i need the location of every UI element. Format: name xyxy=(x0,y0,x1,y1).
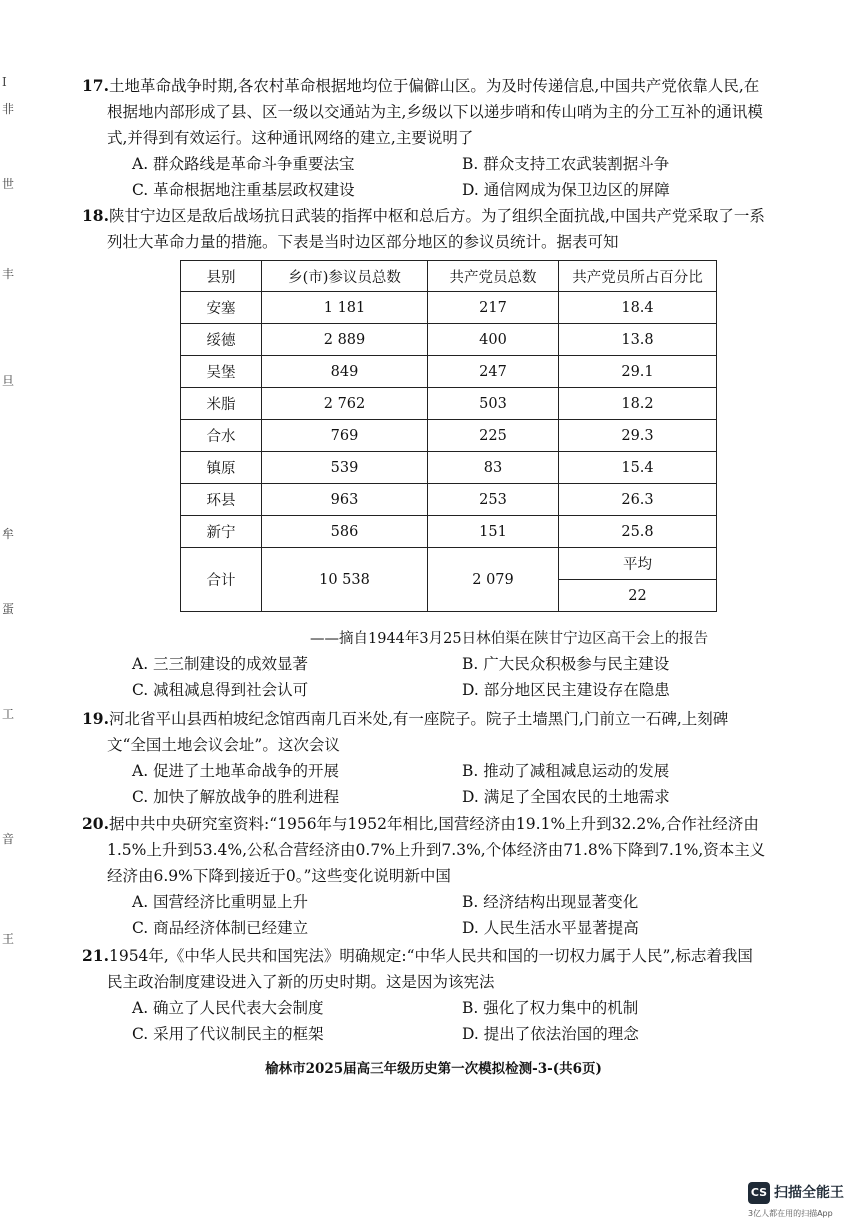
cell-party: 225 xyxy=(428,420,559,452)
cell-party: 247 xyxy=(428,356,559,388)
question-17 xyxy=(82,73,767,203)
cell-percent: 29.3 xyxy=(559,420,717,452)
table-row xyxy=(181,516,717,548)
table-row xyxy=(181,292,717,324)
cell-county: 绥德 xyxy=(181,324,262,356)
cell-party: 400 xyxy=(428,324,559,356)
cell-party: 83 xyxy=(428,452,559,484)
option-a[interactable]: A. 群众路线是革命斗争重要法宝 xyxy=(132,155,355,173)
option-c[interactable]: C. 加快了解放战争的胜利进程 xyxy=(132,788,340,806)
option-b[interactable]: B. 广大民众积极参与民主建设 xyxy=(462,655,670,673)
margin-mark: 蛋 xyxy=(2,602,15,616)
question-number: 21. xyxy=(82,946,109,965)
option-d[interactable]: D. 满足了全国农民的土地需求 xyxy=(462,788,670,806)
question-stem: 1954年,《中华人民共和国宪法》明确规定:“中华人民共和国的一切权力属于人民”,标志着我国民主政治制度建设进入了新的历史时期。这是因为该宪法 xyxy=(107,947,753,991)
option-b[interactable]: B. 经济结构出现显著变化 xyxy=(462,893,639,911)
margin-mark: 旦 xyxy=(2,374,15,388)
total-label: 合计 xyxy=(181,548,262,612)
question-stem: 河北省平山县西柏坡纪念馆西南几百米处,有一座院子。院子土墙黑门,门前立一石碑,上刻碑文“全国土地会议会址”。这次会议 xyxy=(107,710,729,754)
header-party-members: 共产党员总数 xyxy=(428,261,559,292)
header-county: 县别 xyxy=(181,261,262,292)
cell-party: 217 xyxy=(428,292,559,324)
cell-senators: 2 762 xyxy=(262,388,428,420)
cell-percent: 18.2 xyxy=(559,388,717,420)
cell-percent: 29.1 xyxy=(559,356,717,388)
margin-mark: 世 xyxy=(2,177,15,191)
cell-county: 新宁 xyxy=(181,516,262,548)
question-18 xyxy=(82,203,767,255)
cs-logo-icon: CS xyxy=(748,1182,770,1204)
question-number: 20. xyxy=(82,814,109,833)
cell-percent: 25.8 xyxy=(559,516,717,548)
cell-senators: 963 xyxy=(262,484,428,516)
cell-party: 253 xyxy=(428,484,559,516)
table-row xyxy=(181,484,717,516)
table-row xyxy=(181,388,717,420)
margin-mark: 丰 xyxy=(2,267,15,281)
cell-county: 合水 xyxy=(181,420,262,452)
question-number: 18. xyxy=(82,206,109,225)
options xyxy=(132,758,767,810)
table-header-row xyxy=(181,261,717,292)
margin-mark: 非 xyxy=(2,102,15,116)
option-b[interactable]: B. 推动了减租减息运动的发展 xyxy=(462,762,670,780)
page-footer: 榆林市2025届高三年级历史第一次模拟检测-3-(共6页) xyxy=(265,1061,602,1077)
question-20 xyxy=(82,811,767,941)
options xyxy=(132,151,767,203)
option-a[interactable]: A. 国营经济比重明显上升 xyxy=(132,893,309,911)
cell-senators: 539 xyxy=(262,452,428,484)
option-a[interactable]: A. 三三制建设的成效显著 xyxy=(132,655,309,673)
table-row xyxy=(181,420,717,452)
header-percentage: 共产党员所占百分比 xyxy=(559,261,717,292)
cell-percent: 15.4 xyxy=(559,452,717,484)
option-a[interactable]: A. 确立了人民代表大会制度 xyxy=(132,999,324,1017)
question-stem: 陕甘宁边区是敌后战场抗日武装的指挥中枢和总后方。为了组织全面抗战,中国共产党采取了一系列壮大革命力量的措施。下表是当时边区部分地区的参议员统计。据表可知 xyxy=(107,207,765,251)
option-d[interactable]: D. 通信网成为保卫边区的屏障 xyxy=(462,181,670,199)
cell-senators: 586 xyxy=(262,516,428,548)
cell-county: 环县 xyxy=(181,484,262,516)
option-c[interactable]: C. 减租减息得到社会认可 xyxy=(132,681,309,699)
cell-county: 吴堡 xyxy=(181,356,262,388)
table-total-row xyxy=(181,548,717,580)
cell-party: 151 xyxy=(428,516,559,548)
option-d[interactable]: D. 部分地区民主建设存在隐患 xyxy=(462,681,670,699)
total-senators: 10 538 xyxy=(262,548,428,612)
margin-mark: I xyxy=(2,75,7,89)
margin-mark: 王 xyxy=(2,932,15,946)
cell-county: 镇原 xyxy=(181,452,262,484)
cell-percent: 26.3 xyxy=(559,484,717,516)
option-c[interactable]: C. 商品经济体制已经建立 xyxy=(132,919,309,937)
cell-county: 米脂 xyxy=(181,388,262,420)
option-c[interactable]: C. 革命根据地注重基层政权建设 xyxy=(132,181,355,199)
option-b[interactable]: B. 群众支持工农武装割据斗争 xyxy=(462,155,670,173)
cell-percent: 13.8 xyxy=(559,324,717,356)
option-b[interactable]: B. 强化了权力集中的机制 xyxy=(462,999,639,1017)
cell-percent: 18.4 xyxy=(559,292,717,324)
option-d[interactable]: D. 提出了依法治国的理念 xyxy=(462,1025,639,1043)
cell-senators: 769 xyxy=(262,420,428,452)
watermark-name: 扫描全能王 xyxy=(774,1185,844,1201)
average-value: 22 xyxy=(559,580,717,612)
options xyxy=(132,995,767,1047)
option-c[interactable]: C. 采用了代议制民主的框架 xyxy=(132,1025,324,1043)
question-stem: 据中共中央研究室资料:“1956年与1952年相比,国营经济由19.1%上升到32.2%,合作社经济由1.5%上升到53.4%,公私合营经济由0.7%上升到7.3%,个体经济由71.8%下降到7.1%,资本主义经济由6.9%下降到接近于0。”这些变化说明新中国 xyxy=(107,815,766,885)
question-21 xyxy=(82,943,767,1047)
table-row xyxy=(181,324,717,356)
question-number: 19. xyxy=(82,709,109,728)
margin-mark: 工 xyxy=(2,707,15,721)
question-number: 17. xyxy=(82,76,109,95)
cell-senators: 849 xyxy=(262,356,428,388)
header-senators: 乡(市)参议员总数 xyxy=(262,261,428,292)
table-row xyxy=(181,356,717,388)
table-source: ——摘自1944年3月25日林伯渠在陕甘宁边区高干会上的报告 xyxy=(310,631,709,647)
watermark-tagline: 3亿人都在用的扫描App xyxy=(748,1209,833,1218)
total-party: 2 079 xyxy=(428,548,559,612)
margin-mark: 音 xyxy=(2,832,15,846)
option-d[interactable]: D. 人民生活水平显著提高 xyxy=(462,919,639,937)
scanner-watermark xyxy=(748,1180,863,1224)
cell-senators: 1 181 xyxy=(262,292,428,324)
cell-county: 安塞 xyxy=(181,292,262,324)
margin-mark: 牟 xyxy=(2,527,15,541)
cell-senators: 2 889 xyxy=(262,324,428,356)
option-a[interactable]: A. 促进了土地革命战争的开展 xyxy=(132,762,340,780)
question-stem: 土地革命战争时期,各农村革命根据地均位于偏僻山区。为及时传递信息,中国共产党依靠人民,在根据地内部形成了县、区一级以交通站为主,乡级以下以递步哨和传山哨为主的分工互补的通讯模式,并得到有效运行。这种通讯网络的建立,主要说明了 xyxy=(107,77,763,147)
options xyxy=(132,889,767,941)
table-row xyxy=(181,452,717,484)
senator-statistics-table xyxy=(180,260,717,612)
cell-party: 503 xyxy=(428,388,559,420)
question-18-options xyxy=(107,651,767,703)
average-label: 平均 xyxy=(559,548,717,580)
options xyxy=(132,651,767,703)
question-19 xyxy=(82,706,767,810)
